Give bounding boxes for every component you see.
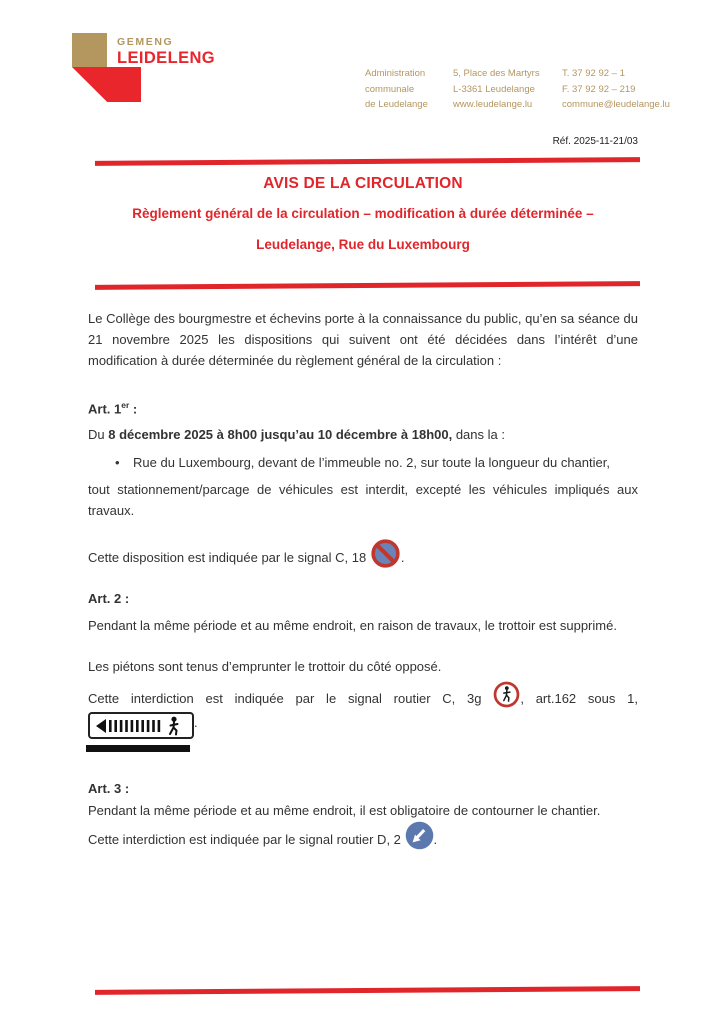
signal-c3g-text: Cette interdiction est indiquée par le signal routier C, 3g [88, 691, 482, 707]
article-1-date-line [88, 424, 638, 445]
date-suffix: dans la : [452, 427, 505, 443]
article-2-paragraph-1: Pendant la même période et au même endroit, en raison de travaux, le trottoir est supprimé. [88, 618, 617, 634]
date-prefix: Du [88, 427, 109, 443]
logo-gemeng-label: GEMENG [117, 36, 174, 48]
article-1-superscript: er [121, 400, 130, 410]
logo-square [72, 33, 107, 67]
signal-d2-period: . [433, 832, 438, 848]
article-2-paragraph-2: Les piétons sont tenus d’emprunter le trottoir du côté opposé. [88, 659, 442, 675]
sign-shadow-bar [86, 745, 190, 752]
article-3-paragraph: Pendant la même période et au même endroit, il est obligatoire de contourner le chantier. [88, 803, 601, 819]
contact-line: de Leudelange [365, 99, 428, 110]
notice-body [88, 308, 638, 850]
contact-email-link[interactable]: commune@leudelange.lu [562, 99, 670, 110]
contact-line: T. 37 92 92 – 1 [562, 68, 625, 79]
article-2-heading: Art. 2 : [88, 591, 130, 607]
article-1-paragraph: tout stationnement/parcage de véhicules est interdit, excepté les véhicules impliqués aux travaux. [88, 482, 638, 519]
red-rule-bottom [95, 986, 640, 995]
contact-block [365, 66, 670, 113]
contact-line: Administration [365, 68, 426, 79]
red-rule-subtitle [95, 281, 640, 290]
contact-phone [562, 66, 670, 113]
article-1-heading [88, 400, 638, 416]
notice-title-block [88, 175, 638, 260]
contact-administration [365, 66, 453, 113]
page-title: AVIS DE LA CIRCULATION [263, 175, 463, 192]
logo-leideleng-label: LEIDELENG [117, 49, 216, 67]
article-1-signal-line [88, 547, 638, 568]
contact-line: communale [365, 83, 415, 95]
article-3-heading: Art. 3 : [88, 781, 130, 797]
signal-d2-text: Cette interdiction est indiquée par le signal routier D, 2 [88, 832, 401, 848]
subtitle-line-2: Leudelange, Rue du Luxembourg [256, 237, 470, 252]
article-2-signal-line [88, 688, 638, 709]
article-1-colon: : [129, 401, 138, 417]
bullet-text: Rue du Luxembourg, devant de l’immeuble no. 2, sur toute la longueur du chantier, [133, 455, 610, 471]
article-1-bullet-item [88, 452, 638, 473]
keep-left-sign-icon [405, 821, 434, 856]
intro-paragraph: Le Collège des bourgmestre et échevins porte à la connaissance du public, qu’en sa séance du 21 novembre 2025 les dispositions qui suivent ont été décidées dans l’intérêt d’une modification à durée déterminée du règlement général de la circulation : [88, 311, 638, 368]
contact-line: F. 37 92 92 – 219 [562, 83, 636, 95]
reference-number: Réf. 2025-11-21/03 [552, 136, 638, 147]
subtitle-line-1: Règlement général de la circulation – modification à durée déterminée – [132, 206, 594, 221]
red-rule-top [95, 157, 640, 166]
article-2-sign-row [88, 712, 638, 752]
signal-art162-text: , art.162 sous 1, [520, 691, 638, 707]
contact-website-link[interactable]: www.leudelange.lu [453, 99, 533, 110]
signal-art162-period: . [194, 715, 198, 731]
commune-logo [117, 36, 215, 68]
contact-line: 5, Place des Martyrs [453, 68, 540, 79]
contact-address [453, 66, 562, 113]
no-parking-sign-icon [370, 539, 401, 574]
no-pedestrians-sign-icon [493, 681, 520, 714]
logo-flag [72, 67, 141, 102]
contact-line: L-3361 Leudelange [453, 83, 535, 95]
bullet-icon: • [115, 455, 120, 471]
article-1-number: Art. 1 [88, 401, 122, 417]
date-range: 8 décembre 2025 à 8h00 jusqu’au 10 décembre à 18h00, [108, 427, 453, 443]
signal-c18-text: Cette disposition est indiquée par le signal C, 18 [88, 550, 367, 566]
signal-c18-period: . [400, 550, 405, 566]
notice-subtitle [88, 198, 638, 260]
article-3-signal-line [88, 829, 638, 850]
pedestrians-opposite-side-sign-icon [88, 712, 194, 752]
